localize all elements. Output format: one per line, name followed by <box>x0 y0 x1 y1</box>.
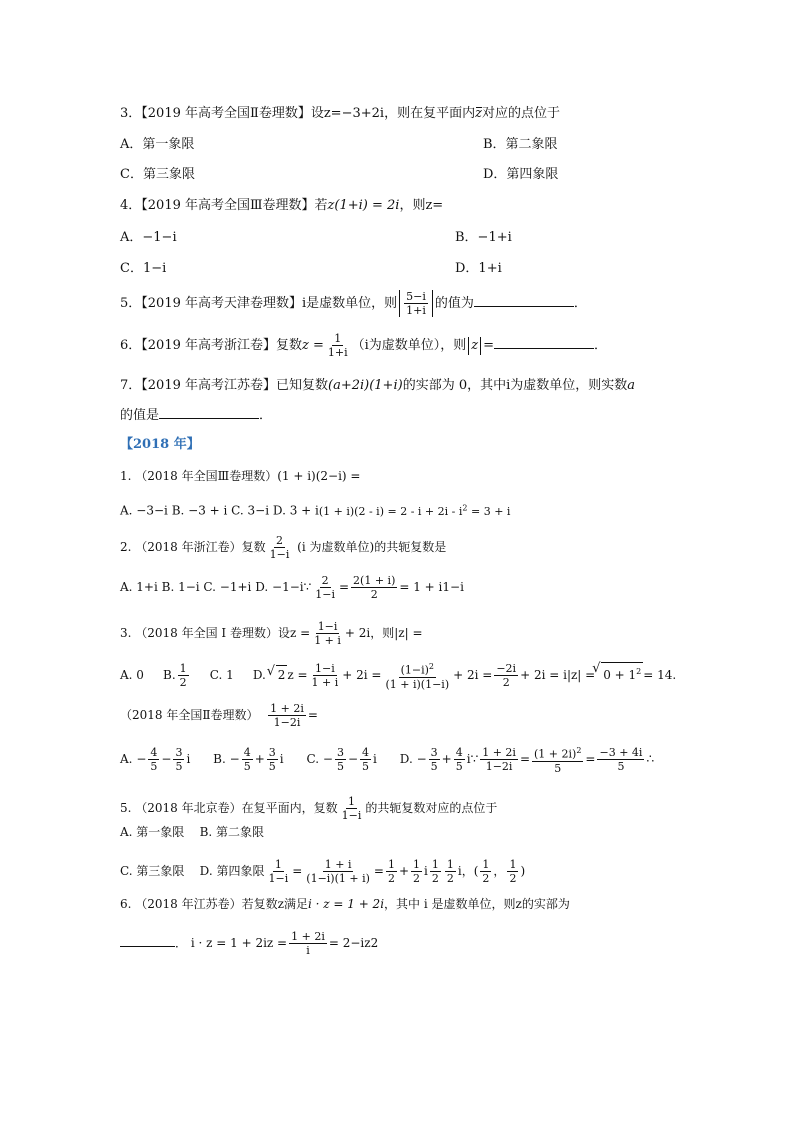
q2019-3-option-d: D．第四象限 <box>483 167 559 182</box>
section-heading-2018: 【2018 年】 <box>120 437 200 452</box>
q2019-4-option-c: C．1−i <box>120 261 167 276</box>
z-conjugate: z <box>475 106 482 121</box>
answer-blank[interactable] <box>474 294 574 307</box>
q2019-3-option-c: C．第三象限 <box>120 167 195 182</box>
q2019-7-line2: 的值是 ． <box>120 408 273 423</box>
answer-blank[interactable] <box>494 336 594 349</box>
q2018-5-options-ab: A. 第一象限 B. 第二象限 <box>120 825 265 839</box>
q2018-2-stem: 2. （2018 年浙江卷）复数 $\frac{2}{1-i}$ (i 为虚数单位)的共轭复数是 <box>120 534 447 561</box>
q2019-4-option-a: A．−1−i <box>120 230 177 245</box>
q2019-3-option-b: B．第二象限 <box>483 137 558 152</box>
q2018-5-options-cd: C. 第三象限 D. 第四象限 $\frac{1}{1-i}$ = $\frac{1 + i}{(1-i)(1 + i)}$ = $\frac{1}{2}$ + $\frac{1}{2}$ i $\frac{1}{2}$ $\frac{1}{2}$ i，( $\frac{1}{2}$ ， $\frac{1}{2}$ ) <box>120 858 526 885</box>
q2018-3-stem: 3. （2018 年全国 I 卷理数）设z = $\frac{1-i}{1 + i}$ + 2i，则|z| = <box>120 620 423 647</box>
q2018-6-line2: ． i · z = 1 + 2iz = $\frac{1 + 2i}{i}$ = 2−iz2 <box>120 930 378 957</box>
q2018-1-options: A. −3−i B. −3 + i C. 3−i D. $3 + i(1 + i)(2 - i) = 2 - i + 2i - i^2 = 3 + i$ <box>120 503 511 518</box>
q2019-5-stem: 5．【2019 年高考天津卷理数】i是虚数单位，则 $\frac{5-i}{1+i}$ 的值为 ． <box>120 290 587 317</box>
q2018-4-stem: （2018 年全国Ⅱ卷理数） $\frac{1 + 2i}{1-2i}$ = <box>120 702 318 729</box>
q2019-4-option-b: B．−1+i <box>455 230 512 245</box>
q2018-5-stem: 5. （2018 年北京卷）在复平面内，复数 $\frac{1}{1-i}$ 的共轭复数对应的点位于 <box>120 795 498 822</box>
q2019-4-stem: 4．【2019 年高考全国Ⅲ卷理数】若z(1+i) = 2i，则z= <box>120 198 444 213</box>
q2018-4-options: A. − $\frac{4}{5}$ − $\frac{3}{5}$ i B. − $\frac{4}{5}$ + $\frac{3}{5}$ i C. − $\frac{3}{5}$ − $\frac{4}{5}$ i D. − $\frac{3}{5}$ + $\frac{4}{5}$ i∵ $\frac{1 + 2i}{1-2i}$ = $\frac{(1 + 2i)^2}{5}$ = $\frac{-3 + 4i}{5}$ ∴ <box>120 745 655 775</box>
q2018-6-stem: 6. （2018 年江苏卷）若复数z满足i · z = 1 + 2i，其中 i 是虚数单位，则z的实部为 <box>120 897 570 911</box>
q2019-6-stem: 6．【2019 年高考浙江卷】复数z = $\frac{1}{1+i}$ （i为虚数单位），则 z = ． <box>120 332 608 359</box>
answer-blank[interactable] <box>120 934 175 947</box>
q2019-4-option-d: D．1+i <box>455 261 502 276</box>
answer-blank[interactable] <box>159 406 259 419</box>
q2019-7-stem: 7．【2019 年高考江苏卷】已知复数(a+2i)(1+i)的实部为 0，其中i为虚数单位，则实数a <box>120 378 636 393</box>
q2019-3-option-a: A．第一象限 <box>120 137 195 152</box>
q2018-2-options: A. 1+i B. 1−i C. −1+i D. −1−i∵ $\frac{2}{1-i}$ = $\frac{2(1 + i)}{2}$ = 1 + i1−i <box>120 574 464 601</box>
q2018-1-stem: 1. （2018 年全国Ⅲ卷理数）(1 + i)(2−i) = <box>120 469 361 483</box>
q2019-3-stem: 3．【2019 年高考全国Ⅱ卷理数】设z=−3+2i，则在复平面内z对应的点位于 <box>120 106 560 121</box>
q2018-3-options: A. 0 B. $\frac{1}{2}$ C. 1 D. √ 2 z = $\frac{1-i}{1 + i}$ + 2i = $\frac{(1-i)^2}{(1 + i)(1-i)}$ + 2i = $\frac{-2i}{2}$ + 2i = i|z| =√ $0 + 1^2 = 14$. <box>120 660 676 691</box>
